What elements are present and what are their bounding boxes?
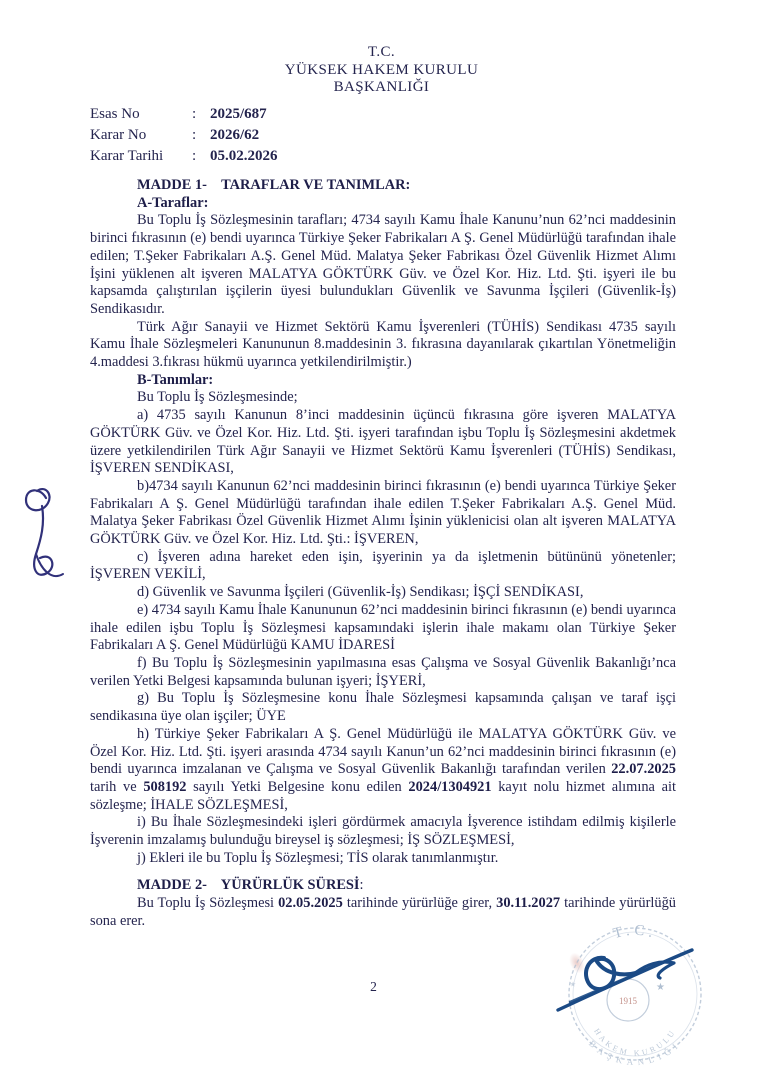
letterhead-line3: BAŞKANLIĞI xyxy=(333,79,430,95)
paragraph-2: A-Taraflar: xyxy=(137,194,209,211)
case-info-block xyxy=(90,104,278,167)
paragraph-15: i) Bu İhale Sözleşmesindeki işleri gördürmek amacıyla İşverence istihdam edilmiş kişilerle İşverenin imzalamış bulunduğu bireysel iş sözleşmesi; İŞ SÖZLEŞMESİ, xyxy=(90,814,676,849)
official-seal xyxy=(540,918,730,1078)
seal-year: 1915 xyxy=(619,996,637,1006)
case-row-karar-tarihi xyxy=(90,146,278,167)
paragraph-10: d) Güvenlik ve Savunma İşçileri (Güvenlik-İş) Sendikası; İŞÇİ SENDİKASI, xyxy=(137,584,584,601)
case-value: 05.02.2026 xyxy=(210,148,278,164)
paragraph-18: Bu Toplu İş Sözleşmesi 02.05.2025 tarihinde yürürlüğe girer, 30.11.2027 tarihinde yürürlüğü sona erer. xyxy=(90,895,677,929)
paragraph-11: e) 4734 sayılı Kamu İhale Kanununun 62’nci maddesinin birinci fıkrasının (e) bendi uyarınca ihale edilen işbu Toplu İş Sözleşmesi kapsamındaki işlerin ihale makamı olan Türkiye Şeker Fabrikaları A Ş. Genel Müdürlüğü KAMU İDARESİ xyxy=(90,601,676,654)
seal-middle-ring-text: HAKEM KURULU xyxy=(592,1026,678,1058)
paragraph-8: b)4734 sayılı Kanunun 62’nci maddesinin birinci fıkrasının (e) bendi uyarınca Türkiye Şeker Fabrikaları A Ş. Genel Müdürlüğü tarafından ihale edilen T.Şeker Fabrikaları A.Ş. Genel Müd. Malatya Şeker Fabrikası Özel Güvenlik Hizmet Alımı İşinin yüklenicisi olan alt işveren MALATYA GÖKTÜRK Güv. ve Özel Kor. Hiz. Ltd. Şti.: İŞVEREN, xyxy=(90,477,676,548)
paragraph-1: MADDE 1- TARAFLAR VE TANIMLAR: xyxy=(137,177,411,193)
case-separator: : xyxy=(192,127,197,143)
paragraph-17: MADDE 2- YÜRÜRLÜK SÜRESİ: xyxy=(137,877,364,894)
paragraph-9: c) İşveren adına hareket eden işin, işyerinin ya da işletmenin bütününü yönetenler; İŞVEREN VEKİLİ, xyxy=(90,548,676,583)
seal-top-text: T.C. xyxy=(611,922,659,943)
paragraph-6: Bu Toplu İş Sözleşmesinde; xyxy=(137,389,298,406)
paragraph-3: Bu Toplu İş Sözleşmesinin tarafları; 4734 sayılı Kamu İhale Kanunu’nun 62’nci maddesinin birinci fıkrasının (e) bendi uyarınca Türkiye Şeker Fabrikaları A Ş. Genel Müdürlüğü tarafından ihale edilen; T.Şeker Fabrikaları A.Ş. Genel Müd. Malatya Şeker Fabrikası Özel Güvenlik Hizmet Alımı İşini yüklenen alt işveren MALATYA GÖKTÜRK Güv. ve Özel Kor. Hiz. Ltd. Şti. işyeri ile bu kapsamda çalıştırılan işçilerin üyesi bulundukları Güvenlik ve Savunma İşçileri (Güvenlik-İş) Sendikasıdır. xyxy=(90,212,676,317)
case-separator: : xyxy=(192,148,197,164)
page-number: 2 xyxy=(370,979,377,994)
paragraph-4: Türk Ağır Sanayii ve Hizmet Sektörü Kamu İşverenleri (TÜHİS) Sendikası 4735 sayılı Kamu İhale Sözleşmeleri Kanununun 8.maddesinin 3. fıkrasına dayanılarak çıkartılan Yönetmeliğin 4.maddesi 3.fıkrası hükmü uyarınca yetkilendirilmiştir.) xyxy=(90,318,676,371)
case-row-karar-no xyxy=(90,125,278,146)
case-label: Karar Tarihi xyxy=(90,148,164,164)
paragraph-5: B-Tanımlar: xyxy=(137,371,214,388)
paragraph-13: g) Bu Toplu İş Sözleşmesine konu İhale Sözleşmesi kapsamında çalışan ve taraf işçi sendikasına üye olan işçiler; ÜYE xyxy=(90,690,676,725)
case-value: 2025/687 xyxy=(210,106,267,122)
handwritten-paraph-icon xyxy=(12,482,76,592)
letterhead-line2: YÜKSEK HAKEM KURULU xyxy=(284,61,479,78)
star-icon: ★ xyxy=(656,982,665,993)
paragraph-14: h) Türkiye Şeker Fabrikaları A Ş. Genel Müdürlüğü ile MALATYA GÖKTÜRK Güv. ve Özel Kor. Hiz. Ltd. Şti. işyeri arasında 4734 sayılı Kanun’un 62’nci maddesinin birinci fıkrasının (e) bendi uyarınca imzalanan ve Çalışma ve Sosyal Güvenlik Bakanlığı tarafından verilen 22.07.2025 tarih ve 508192 sayılı Yetki Belgesine konu edilen 2024/1304921 kayıt nolu hizmet alımına ait sözleşme; İHALE SÖZLEŞMESİ, xyxy=(90,725,676,813)
case-separator: : xyxy=(192,106,197,122)
document-body xyxy=(90,177,676,931)
letterhead xyxy=(0,44,763,97)
case-value: 2026/62 xyxy=(210,127,260,143)
paragraph-16: j) Ekleri ile bu Toplu İş Sözleşmesi; TİS olarak tanımlanmıştır. xyxy=(137,849,499,866)
seal-bottom-ring-text: BAŞKANLIĞI xyxy=(586,1038,684,1068)
case-label: Esas No xyxy=(90,106,140,122)
star-icon: ★ xyxy=(568,980,579,989)
paragraph-12: f) Bu Toplu İş Sözleşmesinin yapılmasına esas Çalışma ve Sosyal Güvenlik Bakanlığı’nca verilen Yetki Belgesi kapsamında bulunan işyeri; İŞYERİ, xyxy=(90,654,676,689)
case-label: Karar No xyxy=(90,127,147,143)
letterhead-line1: T.C. xyxy=(367,44,396,60)
paragraph-7: a) 4735 sayılı Kanunun 8’inci maddesinin üçüncü fıkrasına göre işveren MALATYA GÖKTÜRK Güv. ve Özel Kor. Hiz. Ltd. Şti. işyeri tarafından işbu Toplu İş Sözleşmesini akdetmek üzere yetkilendirilen Türk Ağır Sanayii ve Hizmet Sektörü Kamu İşverenleri (TÜHİS) Sendikası, İŞVEREN SENDİKASI, xyxy=(90,407,676,477)
case-row-esas-no xyxy=(90,104,278,125)
